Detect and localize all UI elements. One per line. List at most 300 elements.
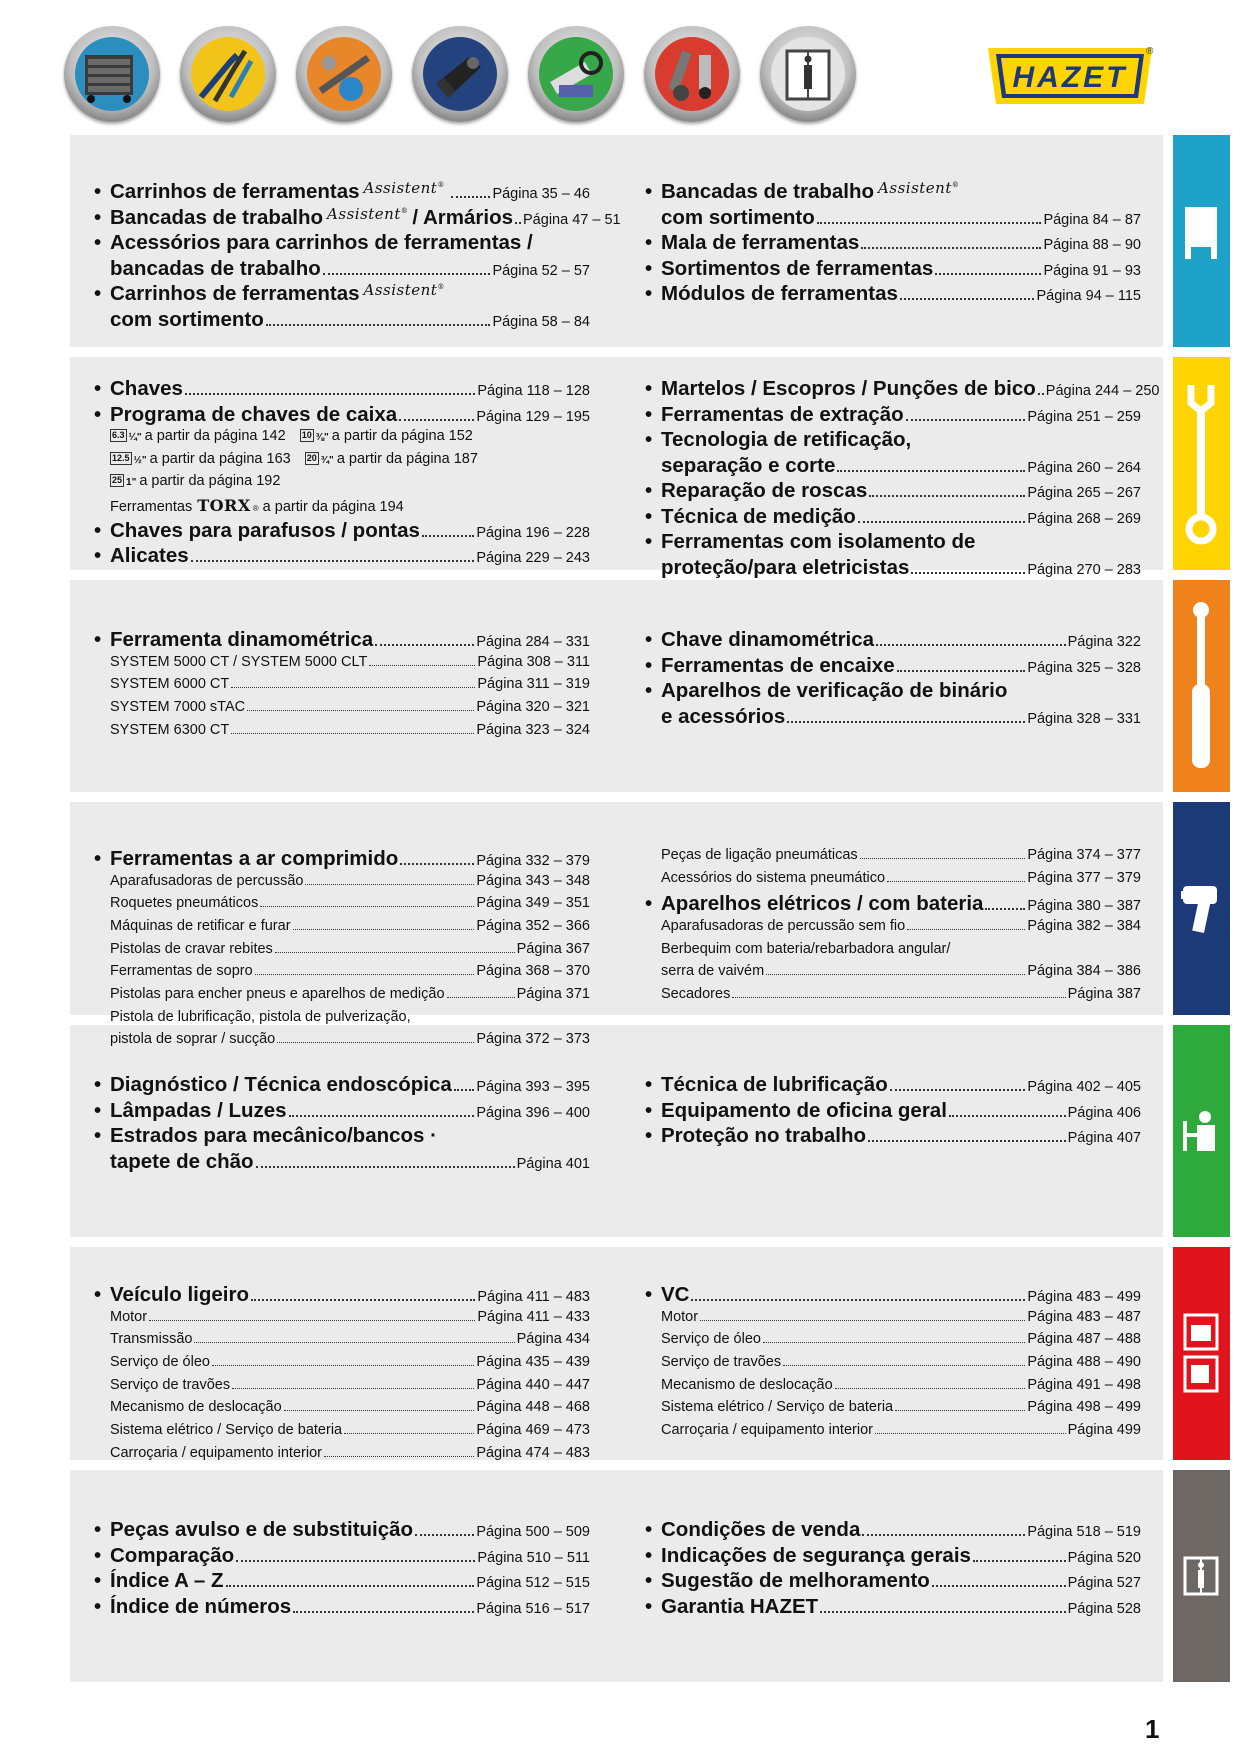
entry-label: Carrinhos de ferramentas (110, 282, 360, 305)
entry-label: Máquinas de retificar e furar (110, 917, 291, 934)
dot-leader (869, 495, 1025, 497)
bullet: • (94, 1283, 102, 1306)
info-book-tab-icon (1181, 1554, 1221, 1598)
dot-leader (293, 1611, 474, 1613)
toc-subentry[interactable] (94, 1399, 590, 1421)
entry-label: Bancadas de trabalho (661, 180, 875, 203)
entry-label: SYSTEM 6300 CT (110, 721, 230, 738)
entry-label: separação e corte (661, 453, 836, 477)
toc-entry[interactable] (645, 282, 1141, 308)
toc-subentry[interactable] (94, 963, 590, 985)
page-ref: Página 311 – 319 (477, 676, 590, 693)
entry-label: Ferramenta dinamométrica (110, 628, 374, 651)
entry-label: Ferramentas de sopro (110, 963, 253, 980)
page-ref: Página 368 – 370 (476, 963, 590, 980)
page-ref: Página 406 (1067, 1104, 1141, 1121)
page-ref: Página 434 (516, 1331, 590, 1348)
toc-entry[interactable] (94, 403, 590, 429)
dot-leader (375, 644, 474, 646)
toc-entry[interactable] (645, 1099, 1141, 1125)
page-ref: Página 343 – 348 (476, 872, 590, 889)
dot-leader (890, 1089, 1026, 1091)
toc-subentry[interactable] (94, 1354, 590, 1376)
page-ref: Página 52 – 57 (492, 262, 590, 279)
page-ref: Página 244 – 250 (1045, 383, 1160, 399)
dot-leader (247, 710, 474, 711)
toc-entry[interactable] (94, 1150, 590, 1176)
assistent-wordmark: Assistent® (363, 281, 445, 299)
dot-leader (935, 273, 1041, 275)
entry-label: Motor (661, 1308, 699, 1325)
dot-leader (226, 1585, 475, 1587)
toc-entry[interactable] (94, 1544, 590, 1570)
entry-label: tapete de chão (110, 1149, 254, 1173)
dot-leader (260, 906, 474, 907)
toc-entry[interactable] (94, 1073, 590, 1099)
dot-leader (835, 1388, 1026, 1389)
toc-subentry[interactable] (645, 986, 1141, 1008)
entry-label: Lâmpadas / Luzes (110, 1098, 287, 1122)
bullet: • (645, 653, 653, 677)
diagnostic-icon[interactable] (528, 26, 624, 122)
page-ref: Página 129 – 195 (476, 408, 590, 425)
drive-size-a: 12.5 ½" a partir da página 163 (112, 450, 291, 467)
toc-entry[interactable] (645, 556, 1141, 582)
toc-entry[interactable] (94, 1518, 590, 1544)
dot-leader (369, 665, 475, 666)
dot-leader (232, 1388, 474, 1389)
toc-entry[interactable] (94, 204, 621, 232)
toc-entry (645, 530, 1141, 556)
dot-leader (949, 1115, 1066, 1117)
toc-entry[interactable] (94, 628, 590, 654)
page-ref: Página 91 – 93 (1043, 262, 1141, 279)
wrench-icon (1181, 377, 1221, 547)
dot-leader (820, 1611, 1065, 1613)
page-ref: Página 308 – 311 (477, 653, 590, 670)
page-ref: Página 325 – 328 (1027, 659, 1141, 676)
dot-leader (284, 1410, 475, 1411)
entry-label: Peças avulso e de substituição (110, 1518, 414, 1541)
entry-label: Chaves para parafusos / pontas (110, 518, 420, 542)
entry-label: Ferramentas de encaixe (661, 653, 895, 677)
dot-leader (194, 1342, 514, 1343)
entry-label: Secadores (661, 986, 731, 1002)
entry-label: Serviço de óleo (661, 1331, 761, 1348)
entry-label: SYSTEM 5000 CT / SYSTEM 5000 CLT (110, 653, 368, 670)
toc-entry[interactable] (645, 892, 1141, 918)
dot-leader (817, 222, 1042, 224)
page-ref: Página 196 – 228 (476, 524, 590, 541)
toc-entry[interactable] (94, 847, 590, 873)
entry-label: Ferramentas de extração (661, 402, 904, 426)
hazet-logo (986, 44, 1154, 108)
mechanic-icon (1181, 1109, 1221, 1153)
bullet: • (645, 428, 653, 451)
bullet: • (94, 518, 102, 542)
toc-subentry[interactable] (645, 1331, 1141, 1353)
entry-label: VC (661, 1283, 690, 1306)
entry-label: com sortimento (110, 307, 264, 331)
entry-label: Programa de chaves de caixa (110, 402, 398, 426)
toc-subentry[interactable] (645, 1309, 1141, 1331)
toc-entry[interactable] (645, 654, 1141, 680)
bullet: • (94, 628, 102, 651)
dot-leader (323, 273, 491, 275)
dot-leader (932, 1585, 1066, 1587)
toc-entry[interactable] (645, 1283, 1141, 1309)
tab-info[interactable] (1173, 1470, 1230, 1682)
drive-square-icon: 25 (112, 475, 123, 486)
entry-label: com sortimento (661, 205, 815, 229)
torque-wrench-icon[interactable] (296, 26, 392, 122)
toc-subentry[interactable] (94, 1422, 590, 1444)
dot-leader (876, 644, 1066, 646)
toc-entry[interactable] (94, 1595, 590, 1621)
toc-entry[interactable] (645, 257, 1141, 283)
bullet: • (645, 180, 653, 203)
tab-pneumatic[interactable] (1173, 802, 1230, 1015)
page-ref: Página 500 – 509 (476, 1524, 590, 1540)
toc-entry[interactable] (94, 1283, 590, 1309)
page-ref: Página 411 – 433 (477, 1308, 590, 1325)
page-ref: Página 332 – 379 (476, 853, 590, 869)
bullet: • (645, 504, 653, 528)
toc-entry (645, 428, 1141, 454)
page-ref: Página 512 – 515 (476, 1575, 590, 1591)
dot-leader (185, 393, 475, 395)
drive-square-icon: 10 (301, 430, 312, 440)
page-ref: Página 440 – 447 (476, 1376, 590, 1393)
page-ref: Página 435 – 439 (476, 1353, 590, 1370)
entry-label: Bancadas de trabalho (110, 205, 324, 229)
air-impact-wrench-icon (1181, 878, 1221, 938)
page-ref: Página 528 (1067, 1600, 1141, 1617)
svg-text:®: ® (1146, 46, 1154, 57)
toc-subentry[interactable] (94, 918, 590, 940)
toc-entry[interactable] (94, 308, 590, 334)
page-ref: Página 488 – 490 (1027, 1353, 1141, 1370)
vehicle-tool-icon[interactable] (644, 26, 740, 122)
page-ref: Página 498 – 499 (1027, 1399, 1141, 1416)
entry-label: Técnica de medição (661, 504, 856, 528)
toc-subentry[interactable] (94, 676, 590, 698)
entry-label: Sugestão de melhoramento (661, 1569, 930, 1592)
entry-label: Condições de venda (661, 1518, 861, 1541)
toc-subentry[interactable] (645, 847, 1141, 869)
dot-leader (454, 1089, 475, 1091)
bullet: • (94, 544, 102, 568)
dot-leader (895, 1410, 1025, 1411)
bullet: • (645, 1283, 653, 1306)
page-ref: Página 270 – 283 (1027, 561, 1141, 578)
toc-subentry[interactable] (94, 1445, 590, 1467)
bullet: • (94, 1124, 102, 1147)
toc-entry[interactable] (645, 454, 1141, 480)
page-ref: Página 469 – 473 (476, 1422, 590, 1438)
page-ref: Página 401 (516, 1155, 590, 1172)
tab-torque[interactable] (1173, 580, 1230, 792)
dot-leader (400, 863, 474, 865)
entry-label: proteção/para eletricistas (661, 555, 910, 579)
dot-leader (231, 733, 474, 734)
bullet: • (94, 180, 102, 203)
dot-leader (861, 247, 1041, 249)
toc-entry[interactable] (645, 1595, 1141, 1621)
bullet: • (645, 402, 653, 426)
toc-entry[interactable] (645, 231, 1141, 257)
page-ref: Página 474 – 483 (476, 1444, 590, 1461)
toc-subentry[interactable] (94, 1031, 590, 1053)
entry-label: Ferramentas com isolamento de (661, 530, 976, 553)
toc-entry[interactable] (645, 403, 1141, 429)
bullet: • (645, 1569, 653, 1592)
bullet: • (645, 1098, 653, 1122)
drive-square-icon: 12.5 (112, 452, 130, 463)
entry-label: Índice de números (110, 1594, 292, 1618)
dot-leader (985, 908, 1025, 910)
bullet: • (645, 256, 653, 280)
bullet: • (645, 892, 653, 916)
drive-size-b: 20 ¾" a partir da página 187 (306, 450, 478, 467)
entry-label: Serviço de travões (110, 1376, 231, 1393)
toc-subentry (94, 451, 590, 473)
toc-entry[interactable] (645, 1124, 1141, 1150)
entry-label: Sistema elétrico / Serviço de bateria (661, 1399, 894, 1416)
toc-subentry[interactable] (645, 1377, 1141, 1399)
dot-leader (868, 1140, 1066, 1142)
entry-label: serra de vaivém (661, 963, 765, 980)
tab-hand-tools[interactable] (1173, 357, 1230, 570)
drive-size-a: 25 1" a partir da página 192 (112, 473, 281, 490)
toc-entry[interactable] (645, 505, 1141, 531)
toc-subentry[interactable] (94, 873, 590, 895)
page-ref: Página 407 (1067, 1130, 1141, 1146)
toc-entry[interactable] (94, 180, 590, 206)
dot-leader (911, 572, 1025, 574)
page-ref: Página 377 – 379 (1027, 869, 1141, 886)
toc-subentry[interactable] (94, 986, 590, 1008)
dot-leader (305, 884, 474, 885)
dot-leader (451, 196, 491, 198)
toc-entry (645, 180, 1141, 206)
page-ref: Página 229 – 243 (476, 550, 590, 567)
toc-entry[interactable] (94, 1569, 590, 1595)
dot-leader (787, 721, 1025, 723)
page-number: 1 (1145, 1714, 1160, 1744)
tool-trolley-icon[interactable] (64, 26, 160, 122)
toc-entry[interactable] (94, 519, 590, 545)
toc-entry (94, 1124, 590, 1150)
toc-subentry[interactable] (645, 918, 1141, 940)
toc-entry[interactable] (645, 206, 1141, 232)
page-ref: Página 118 – 128 (477, 383, 590, 399)
entry-label: SYSTEM 7000 sTAC (110, 698, 246, 715)
page-ref: Página 487 – 488 (1027, 1331, 1141, 1348)
toc-entry (94, 282, 590, 308)
dot-leader (763, 1342, 1025, 1343)
entry-label: Índice A – Z (110, 1569, 224, 1592)
dot-leader (783, 1365, 1025, 1366)
page-ref: Página 518 – 519 (1027, 1524, 1141, 1540)
toc-subentry (94, 473, 590, 495)
dot-leader (900, 298, 1035, 300)
dot-leader (251, 1299, 475, 1301)
page-ref: Página 88 – 90 (1043, 237, 1141, 253)
toc-subentry[interactable] (645, 870, 1141, 892)
entry-label: Acessórios do sistema pneumático (661, 869, 886, 886)
bullet: • (645, 679, 653, 702)
tab-diagnostics[interactable] (1173, 1025, 1230, 1237)
toc-entry[interactable] (645, 1544, 1141, 1570)
dot-leader (256, 1166, 515, 1168)
dot-leader (766, 974, 1025, 975)
entry-label: Serviço de travões (661, 1353, 782, 1370)
toc-subentry[interactable] (645, 1354, 1141, 1376)
toc-entry[interactable] (645, 1073, 1141, 1099)
pliers-icon[interactable] (180, 26, 276, 122)
dot-leader (191, 560, 475, 562)
bullet: • (645, 377, 653, 400)
toc-subentry[interactable] (94, 654, 590, 676)
toc-subentry[interactable] (94, 699, 590, 721)
info-book-icon[interactable] (760, 26, 856, 122)
entry-label: Alicates (110, 544, 189, 568)
drive-size-a: 6.3 ¼" a partir da página 142 (112, 428, 286, 444)
toc-entry (94, 231, 590, 257)
entry-label: Veículo ligeiro (110, 1283, 249, 1306)
entry-label: bancadas de trabalho (110, 256, 321, 280)
dot-leader (399, 419, 474, 421)
toc-subentry[interactable] (94, 1377, 590, 1399)
dot-leader (324, 1456, 474, 1457)
entry-label: Peças de ligação pneumáticas (661, 847, 858, 863)
toc-entry[interactable] (645, 1569, 1141, 1595)
page-ref: Página 483 – 499 (1027, 1289, 1141, 1305)
assistent-wordmark: Assistent® (363, 179, 445, 197)
entry-label: Ferramentas a ar comprimido (110, 847, 399, 870)
toc-subentry[interactable] (645, 1399, 1141, 1421)
page-ref: Página 384 – 386 (1027, 963, 1141, 980)
dot-leader (906, 419, 1026, 421)
bullet: • (645, 1543, 653, 1567)
toc-entry[interactable] (645, 479, 1141, 505)
page-ref: Página 58 – 84 (492, 313, 590, 330)
toc-subentry[interactable] (94, 895, 590, 917)
toc-entry (645, 679, 1141, 705)
entry-label: Aparelhos de verificação de binário (661, 679, 1008, 702)
toc-subentry[interactable] (94, 1331, 590, 1353)
page-ref: Página 380 – 387 (1027, 898, 1141, 915)
tab-vehicle[interactable] (1173, 1247, 1230, 1460)
bullet: • (94, 1098, 102, 1122)
entry-label: Carroçaria / equipamento interior (661, 1422, 873, 1438)
dot-leader (415, 1534, 474, 1536)
bullet: • (94, 402, 102, 426)
toc-subentry[interactable] (94, 722, 590, 744)
entry-label: Transmissão (110, 1331, 193, 1348)
entry-label: Sistema elétrico / Serviço de bateria (110, 1422, 343, 1438)
page-ref: Página 251 – 259 (1027, 408, 1141, 425)
toc-entry[interactable] (94, 1099, 590, 1125)
dot-leader (1038, 393, 1044, 395)
bullet: • (645, 1124, 653, 1147)
bullet: • (94, 1569, 102, 1592)
entry-label: Serviço de óleo (110, 1353, 210, 1370)
entry-label: Garantia HAZET (661, 1594, 819, 1618)
page-ref: Página 367 (516, 940, 590, 957)
entry-label: SYSTEM 6000 CT (110, 676, 230, 693)
dot-leader (875, 1433, 1066, 1434)
entry-label: Diagnóstico / Técnica endoscópica (110, 1073, 452, 1096)
page-ref: Página 352 – 366 (476, 917, 590, 934)
entry-label: Estrados para mecânico/bancos · (110, 1124, 437, 1147)
dot-leader (447, 997, 515, 998)
toc-entry[interactable] (645, 1518, 1141, 1544)
toc-entry[interactable] (94, 377, 590, 403)
entry-label: Indicações de segurança gerais (661, 1543, 971, 1567)
bullet: • (94, 282, 102, 305)
toc-entry[interactable] (94, 257, 590, 283)
dot-leader (212, 1365, 474, 1366)
page-ref: Página 323 – 324 (476, 721, 590, 738)
page-ref: Página 349 – 351 (476, 895, 590, 912)
page-ref: Página 382 – 384 (1027, 917, 1141, 934)
page-ref: Página 94 – 115 (1036, 288, 1141, 304)
bullet: • (94, 847, 102, 870)
toc-subentry[interactable] (645, 963, 1141, 985)
entry-label: Aparelhos elétricos / com bateria (661, 892, 984, 916)
bullet: • (94, 231, 102, 254)
dot-leader (149, 1320, 475, 1321)
page-ref: Página 387 (1067, 986, 1141, 1002)
bullet: • (94, 1518, 102, 1541)
dot-leader (231, 687, 475, 688)
dot-leader (344, 1433, 474, 1434)
toc-entry[interactable] (645, 377, 1160, 403)
dot-leader (858, 521, 1025, 523)
page-ref: Página 322 (1067, 634, 1141, 650)
bullet: • (645, 479, 653, 502)
entry-label: Técnica de lubrificação (661, 1073, 888, 1096)
toc-subentry[interactable] (645, 1422, 1141, 1444)
bullet: • (645, 282, 653, 305)
page-ref: Página 527 (1067, 1575, 1141, 1591)
air-tool-icon[interactable] (412, 26, 508, 122)
bullet: • (645, 1518, 653, 1541)
tab-workbench[interactable] (1173, 135, 1230, 347)
dot-leader (422, 535, 474, 537)
assistent-wordmark: Assistent® (878, 179, 960, 197)
bullet: • (94, 205, 102, 229)
bullet: • (645, 231, 653, 254)
toc-entry[interactable] (645, 628, 1141, 654)
toc-subentry[interactable] (94, 1309, 590, 1331)
toc-subentry[interactable] (94, 941, 590, 963)
entry-label: e acessórios (661, 704, 786, 728)
entry-label: Martelos / Escopros / Punções de bico (661, 377, 1036, 400)
dot-leader (973, 1560, 1066, 1562)
toc-entry[interactable] (94, 544, 590, 570)
entry-label: Berbequim com bateria/rebarbadora angular/ (661, 940, 951, 957)
entry-label: Pistolas para encher pneus e aparelhos de medição (110, 986, 445, 1002)
page-ref: Página 516 – 517 (476, 1600, 590, 1617)
entry-label: Chave dinamométrica (661, 628, 875, 651)
page-ref: Página 520 (1067, 1549, 1141, 1566)
assistent-wordmark: Assistent® (327, 204, 409, 223)
dot-leader (887, 881, 1025, 882)
toc-entry[interactable] (645, 705, 1141, 731)
